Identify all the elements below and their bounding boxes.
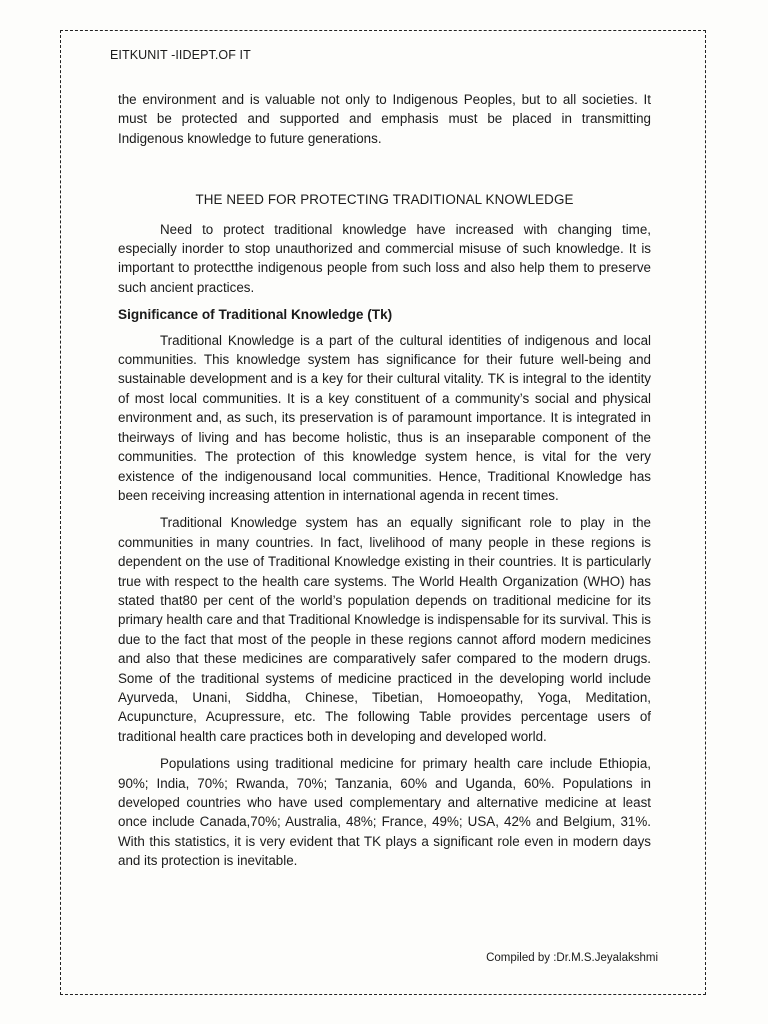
section-title: THE NEED FOR PROTECTING TRADITIONAL KNOWLEDGE bbox=[195, 192, 574, 208]
paragraph-statistics: Populations using traditional medicine for primary health care include Ethiopia, 90%; India, 70%; Rwanda, 70%; Tanzania, 60% and Uganda, 60%. Populations in developed countries who have used complementary and alternative medicine at least once include Canada,70%; Australia, 48%; France, 49%; USA, 42% and Belgium, 31%. With this statistics, it is very evident that TK plays a significant role even in modern days and its protection is inevitable. bbox=[118, 756, 651, 869]
need-paragraph: Need to protect traditional knowledge have increased with changing time, especially inorder to stop unauthorized and commercial misuse of such knowledge. It is important to protectthe indigenous people from such loss and also help them to preserve such ancient practices. bbox=[118, 221, 651, 295]
intro-paragraph: the environment and is valuable not only to Indigenous Peoples, but to all societies. It must be protected and supported and emphasis must be placed in transmitting Indigenous knowledge to future generations. bbox=[118, 92, 651, 146]
subheading: Significance of Traditional Knowledge (Tk) bbox=[118, 307, 393, 323]
page-footer: Compiled by :Dr.M.S.Jeyalakshmi bbox=[486, 952, 658, 964]
document-body bbox=[118, 90, 651, 879]
paragraph-health-care: Traditional Knowledge system has an equally significant role to play in the communities in many countries. In fact, livelihood of many people in these regions is dependent on the use of Traditional Knowledge existing in their countries. It is particularly true with respect to the health care systems. The World Health Organization (WHO) has stated that80 per cent of the world’s population depends on traditional medicine for its primary health care and that Traditional Knowledge is indispensable for its survival. This is due to the fact that most of the people in these regions cannot afford modern medicines and also that these medicines are comparatively safer compared to the modern drugs. Some of the traditional systems of medicine practiced in the developing world include Ayurveda, Unani, Siddha, Chinese, Tibetian, Homoeopathy, Yoga, Meditation, Acupuncture, Acupressure, etc. The following Table provides percentage users of traditional health care practices both in developing and developed world. bbox=[118, 515, 651, 744]
page-header: EITKUNIT -IIDEPT.OF IT bbox=[110, 48, 251, 62]
paragraph-significance: Traditional Knowledge is a part of the cultural identities of indigenous and local communities. This knowledge system has significance for their future well-being and sustainable development and is a key for their cultural vitality. TK is integral to the identity of most local communities. It is a key constituent of a community’s social and physical environment and, as such, its preservation is of paramount importance. It is integrated in theirways of living and has become holistic, thus is an inseparable component of the communities. The protection of this knowledge system hence, is vital for the very existence of the indigenousand local communities. Hence, Traditional Knowledge has been receiving increasing attention in international agenda in recent times. bbox=[118, 332, 651, 503]
